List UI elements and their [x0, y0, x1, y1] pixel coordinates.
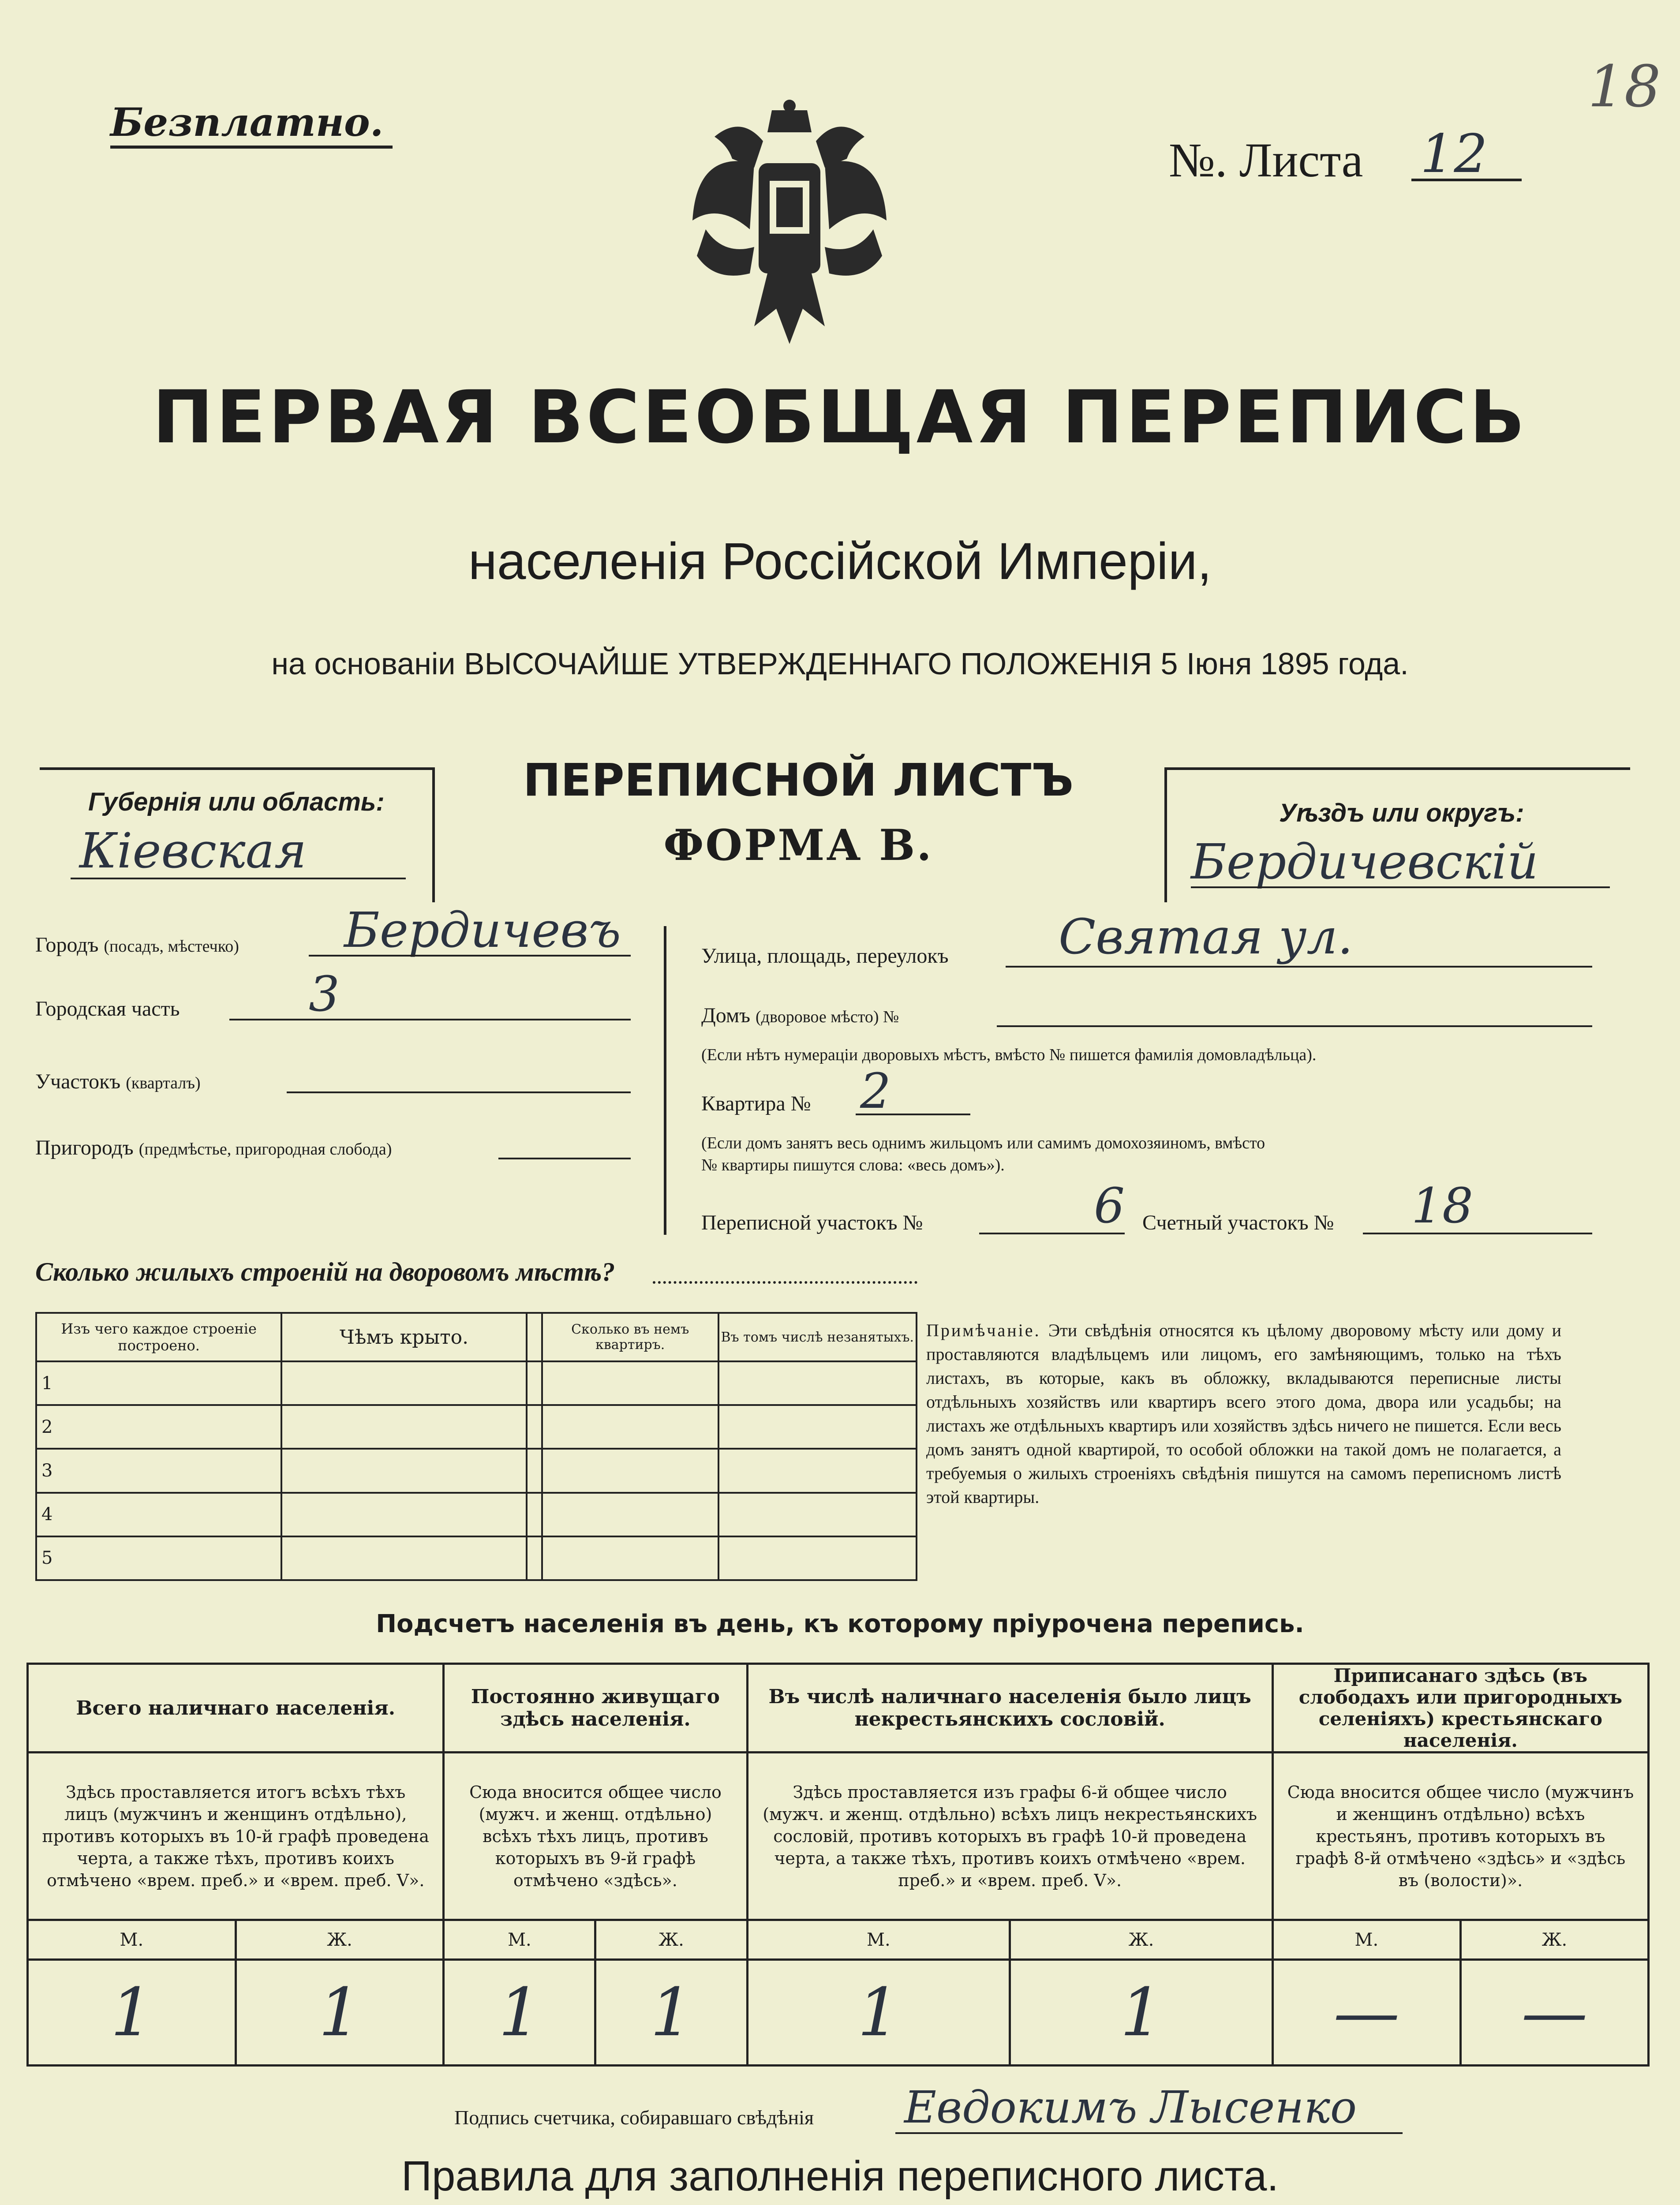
- counting-district-line: [1363, 1233, 1592, 1234]
- population-table: [26, 1663, 1650, 2067]
- peasant-m-label: М.: [1272, 1920, 1460, 1960]
- signature-value: Евдокимъ Лысенко: [904, 2082, 1357, 2133]
- total-f-label: Ж.: [236, 1920, 444, 1960]
- apartment-value[interactable]: 2: [860, 1063, 891, 1119]
- building-row-1: 1: [36, 1361, 281, 1405]
- total-m-label: М.: [28, 1920, 236, 1960]
- col-resident-desc: Сюда вносится общее число (мужч. и женщ. отдѣльно) всѣхъ тѣхъ лицъ, противъ которыхъ въ 9-й графѣ отмѣчено «здѣсь».: [444, 1753, 747, 1920]
- counting-district-label: Счетный участокъ №: [1142, 1211, 1334, 1234]
- city-label: Городъ (посадъ, мѣстечко): [35, 933, 239, 957]
- nonpeasant-m-value[interactable]: 1: [747, 1960, 1010, 2066]
- resident-f-value[interactable]: 1: [595, 1960, 747, 2066]
- house-line: [997, 1025, 1592, 1027]
- buildings-question-line: [653, 1281, 917, 1284]
- col-vacant: Въ томъ числѣ незанятыхъ.: [718, 1313, 917, 1361]
- col-peasant-desc: Сюда вносится общее число (мужчинъ и женщинъ отдѣльно) всѣхъ крестьянъ, противъ которыхъ въ графѣ 8-й отмѣчено «здѣсь» и «здѣсь въ (волости)».: [1272, 1753, 1648, 1920]
- house-label: Домъ (дворовое мѣсто) №: [701, 1004, 899, 1027]
- col-material: Изъ чего каждое строеніе построено.: [36, 1313, 281, 1361]
- buildings-table: [35, 1312, 917, 1581]
- building-row-3: 3: [36, 1449, 281, 1492]
- nonpeasant-f-value[interactable]: 1: [1010, 1960, 1273, 2066]
- col-nonpeasant-desc: Здѣсь проставляется изъ графы 6-й общее число (мужч. и женщ. отдѣльно) всѣхъ лицъ некрестьянскихъ сословій, противъ которыхъ въ графѣ 10-й проведена черта, а также тѣхъ, противъ коихъ отмѣчено «врем. преб.» и «врем. преб. V».: [747, 1753, 1272, 1920]
- subtitle: населенія Россійской Имперіи,: [468, 532, 1212, 590]
- city-part-value[interactable]: 3: [309, 966, 340, 1022]
- corner-number: 18: [1588, 53, 1661, 120]
- province-label: Губернія или область:: [88, 788, 385, 816]
- house-hint: (Если нѣтъ нумераціи дворовыхъ мѣстъ, вмѣсто № пишется фамилія домовладѣльца).: [701, 1046, 1317, 1064]
- signature-label: Подпись счетчика, собиравшаго свѣдѣнія: [454, 2106, 814, 2129]
- counting-district-value[interactable]: 18: [1411, 1177, 1473, 1234]
- total-m-value[interactable]: 1: [28, 1960, 236, 2066]
- main-title: ПЕРВАЯ ВСЕОБЩАЯ ПЕРЕПИСЬ: [152, 375, 1528, 460]
- apartment-hint-2: № квартиры пишутся слова: «весь домъ»).: [701, 1156, 1005, 1174]
- province-line: [71, 878, 406, 879]
- signature-line: [895, 2132, 1403, 2134]
- col-apartments: Сколько въ немъ квартиръ.: [542, 1313, 718, 1361]
- city-value[interactable]: Бердичевъ: [344, 902, 621, 958]
- col-roof: Чѣмъ крыто.: [281, 1313, 526, 1361]
- suburb-line: [498, 1158, 631, 1159]
- sheet-number: 12: [1420, 123, 1488, 185]
- col-total-head: Всего наличнаго населенія.: [28, 1664, 444, 1753]
- quarter-line: [287, 1091, 631, 1093]
- resident-m-label: М.: [444, 1920, 595, 1960]
- street-value[interactable]: Святая ул.: [1059, 908, 1353, 965]
- free-underline: [110, 146, 393, 149]
- street-line: [1006, 966, 1592, 968]
- address-divider: [664, 926, 666, 1235]
- peasant-f-label: Ж.: [1460, 1920, 1648, 1960]
- district-line: [1191, 886, 1610, 888]
- form-name: ФОРМА В.: [663, 820, 933, 870]
- suburb-label: Пригородъ (предмѣстье, пригородная слобода): [35, 1136, 392, 1159]
- census-district-line: [979, 1233, 1125, 1234]
- peasant-m-value[interactable]: —: [1272, 1960, 1460, 2066]
- building-row-4: 4: [36, 1493, 281, 1536]
- free-label: Безплатно.: [110, 99, 384, 145]
- district-value[interactable]: Бердичевскій: [1191, 833, 1538, 890]
- city-part-line: [229, 1019, 631, 1020]
- col-total-desc: Здѣсь проставляется итогъ всѣхъ тѣхъ лицъ (мужчинъ и женщинъ отдѣльно), противъ которыхъ въ 10-й графѣ проведена черта, а также тѣхъ, противъ коихъ отмѣчено «врем. преб.» и «врем. преб. V».: [28, 1753, 444, 1920]
- buildings-question: Сколько жилыхъ строеній на дворовомъ мѣстѣ?: [35, 1257, 615, 1286]
- building-row-2: 2: [36, 1405, 281, 1449]
- col-peasant-head: Приписанаго здѣсь (въ слободахъ или пригородныхъ селеніяхъ) крестьянскаго населенія.: [1272, 1664, 1648, 1753]
- city-part-label: Городская часть: [35, 997, 180, 1020]
- province-value[interactable]: Кіевская: [79, 822, 307, 879]
- double-headed-eagle-icon: [688, 97, 891, 353]
- buildings-note: Примѣчаніе. Эти свѣдѣнія относятся къ цѣлому дворовому мѣсту или дому и проставляются владѣльцемъ или лицомъ, его замѣняющимъ, только на тѣхъ листахъ, въ которые, какъ въ обложку, вкладываются переписные листы отдѣльныхъ хозяйствъ или квартиръ всего этого дома, двора или усадьбы; на листахъ же отдѣльныхъ квартиръ или хозяйствъ здѣсь ничего не пишется. Если весь домъ занятъ одной квартирой, то особой обложки на такой домъ не полагается, а требуемыя о жилыхъ строеніяхъ свѣдѣнія пишутся на самомъ переписномъ листѣ этой квартиры.: [926, 1320, 1561, 1507]
- census-district-label: Переписной участокъ №: [701, 1211, 923, 1234]
- col-resident-head: Постоянно живущаго здѣсь населенія.: [444, 1664, 747, 1753]
- total-f-value[interactable]: 1: [236, 1960, 444, 2066]
- apartment-label: Квартира №: [701, 1092, 811, 1115]
- street-label: Улица, площадь, переулокъ: [701, 944, 949, 968]
- census-district-value[interactable]: 6: [1094, 1177, 1125, 1234]
- resident-m-value[interactable]: 1: [444, 1960, 595, 2066]
- nonpeasant-f-label: Ж.: [1010, 1920, 1273, 1960]
- district-label: Уѣздъ или округъ:: [1279, 799, 1524, 827]
- sheet-label: №. Листа: [1169, 133, 1363, 187]
- city-line: [309, 955, 631, 957]
- nonpeasant-m-label: М.: [747, 1920, 1010, 1960]
- apartment-line: [856, 1114, 970, 1115]
- peasant-f-value[interactable]: —: [1460, 1960, 1648, 2066]
- population-title: Подсчетъ населенія въ день, къ которому пріурочена перепись.: [376, 1610, 1304, 1638]
- sheet-number-line: [1411, 179, 1522, 181]
- apartment-hint-1: (Если домъ занятъ весь однимъ жильцомъ или самимъ домохозяиномъ, вмѣсто: [701, 1134, 1265, 1152]
- rules-title: Правила для заполненія переписного листа.: [401, 2153, 1279, 2200]
- form-heading: ПЕРЕПИСНОЙ ЛИСТЪ: [523, 754, 1074, 807]
- quarter-label: Участокъ (кварталъ): [35, 1070, 201, 1093]
- building-row-5: 5: [36, 1536, 281, 1580]
- resident-f-label: Ж.: [595, 1920, 747, 1960]
- basis-line: на основаніи ВЫСОЧАЙШЕ УТВЕРЖДЕННАГО ПОЛОЖЕНІЯ 5 Іюня 1895 года.: [271, 647, 1409, 681]
- col-nonpeasant-head: Въ числѣ наличнаго населенія было лицъ некрестьянскихъ сословій.: [747, 1664, 1272, 1753]
